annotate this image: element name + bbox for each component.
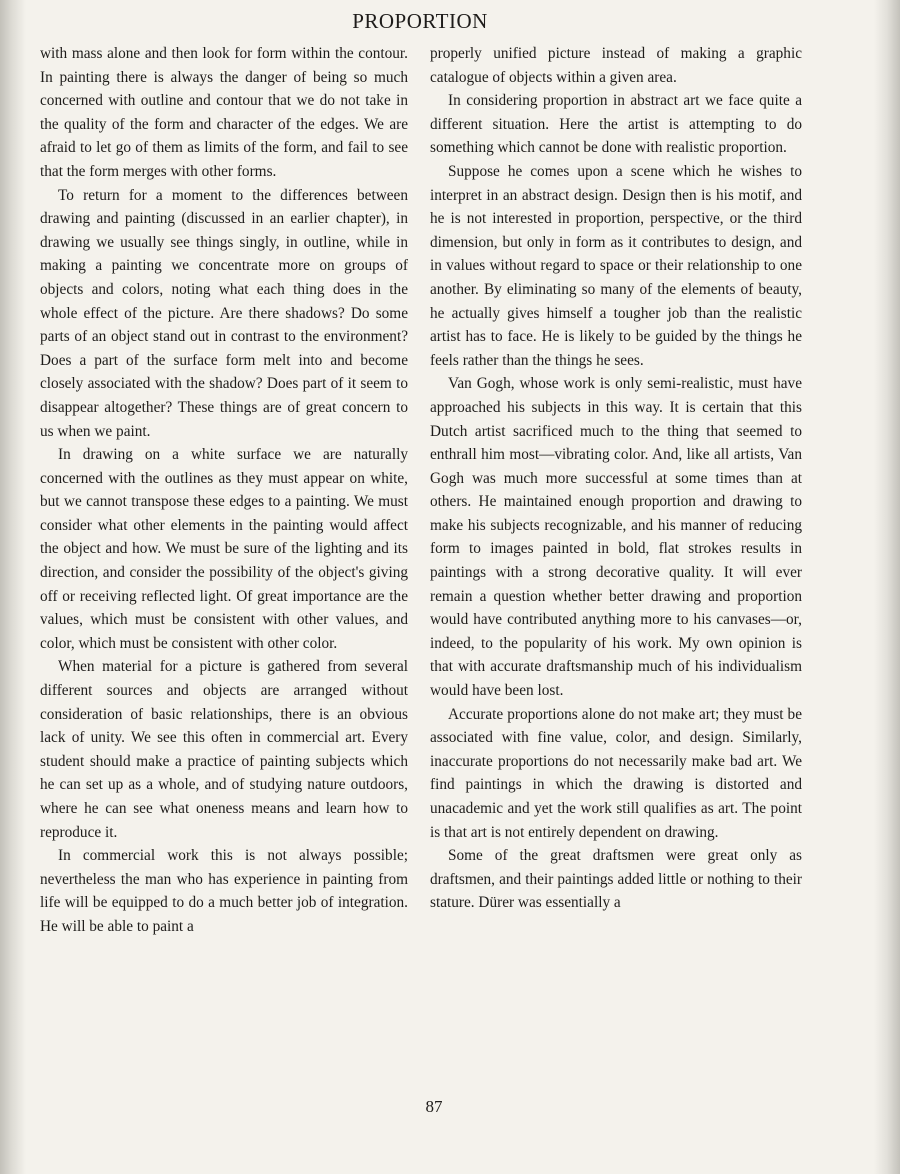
right-paragraph-6: Some of the great draftsmen were great only as draftsmen, and their paintings added little or nothing to their stature. Dürer was essentially a: [430, 847, 802, 912]
right-paragraph-4: Van Gogh, whose work is only semi-realistic, must have approached his subjects in this way. It is certain that this Dutch artist sacrificed much to the thing that seemed to enthrall him most—vibrating color. And, like all artists, Van Gogh was much more successful at some times than at others. He maintained enough proportion and drawing to make his subjects recognizable, and his manner of reducing form to images painted in bold, flat strokes results in paintings with a strong decorative quality. It will ever remain a question whether better drawing and proportion would have contributed anything more to his canvases—or, indeed, to the popularity of his work. My own opinion is that with accurate draftsmanship much of his individualism would have been lost.: [430, 375, 802, 700]
right-paragraph-3: Suppose he comes upon a scene which he wishes to interpret in an abstract design. Design then is his motif, and he is not interested in proportion, perspective, or the third dimension, but only in form as it contributes to design, and in values without regard to space or their relationship to one another. By eliminating so many of the elements of beauty, he actually gives himself a tougher job than the realistic artist has to face. He is likely to be guided by the things he feels rather than the things he sees.: [430, 162, 802, 369]
left-paragraph-4: When material for a picture is gathered from several different sources and objects are arranged without consideration of basic relationships, there is an obvious lack of unity. We see this often in commercial art. Every student should make a practice of painting subjects which he can set up as a whole, and of studying nature outdoors, where he can see what oneness means and learn how to reproduce it.: [40, 658, 408, 841]
right-paragraph-1: properly unified picture instead of making a graphic catalogue of objects within a given area.: [430, 45, 802, 86]
scan-gutter-shadow-left: [0, 0, 26, 1174]
left-paragraph-3: In drawing on a white surface we are naturally concerned with the outlines as they must appear on white, but we cannot transpose these edges to a painting. We must consider what other elements in the painting would affect the object and how. We must be sure of the lighting and its direction, and consider the possibility of the object's giving off or receiving reflected light. Of great importance are the values, which must be consistent with other values, and color, which must be consistent with other color.: [40, 446, 408, 652]
running-head: PROPORTION: [352, 9, 488, 33]
right-paragraph-2: In considering proportion in abstract art we face quite a different situation. Here the artist is attempting to do something which cannot be done with realistic proportion.: [430, 92, 802, 157]
left-column: [40, 42, 408, 939]
right-column: [430, 42, 802, 915]
left-paragraph-1: with mass alone and then look for form within the contour. In painting there is always the danger of being so much concerned with outline and contour that we do not take in the quality of the form and character of the edges. We are afraid to let go of them as limits of the form, and fail to see that the form merges with other forms.: [40, 45, 408, 180]
left-paragraph-2: To return for a moment to the differences between drawing and painting (discussed in an earlier chapter), in drawing we usually see things singly, in outline, while in making a painting we concentrate more on groups of objects and colors, noting what each thing does in the whole effect of the picture. Are there shadows? Do some parts of an object stand out in contrast to the environment? Does a part of the surface form melt into and become closely associated with the shadow? Does part of it seem to disappear altogether? These things are of great concern to us when we paint.: [40, 186, 408, 440]
scan-edge-shadow-right: [874, 0, 900, 1174]
page-number: 87: [425, 1097, 443, 1116]
left-paragraph-5: In commercial work this is not always possible; nevertheless the man who has experience in painting from life will be equipped to do a much better job of integration. He will be able to paint a: [40, 847, 408, 935]
right-paragraph-5: Accurate proportions alone do not make art; they must be associated with fine value, color, and design. Similarly, inaccurate proportions do not necessarily make bad art. We find paintings in which the drawing is distorted and unacademic and yet the work still qualifies as art. The point is that art is not entirely dependent on drawing.: [430, 705, 802, 841]
